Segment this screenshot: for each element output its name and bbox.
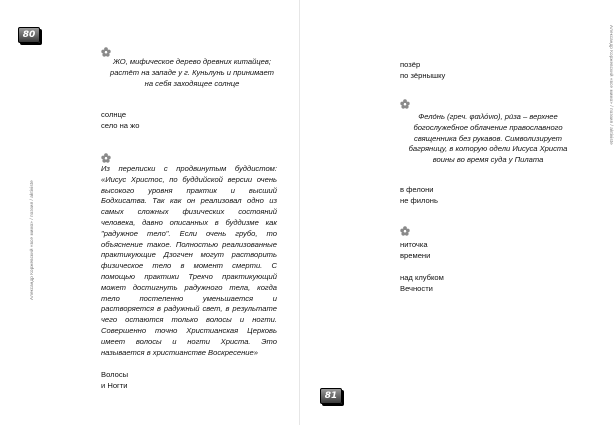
poem-line: не филонь <box>400 196 438 205</box>
poem-line: в фелони <box>400 185 434 194</box>
running-head: Александр Коржевский «все мимо» / поэзия / aktiviste <box>29 180 34 300</box>
left-page <box>0 0 300 425</box>
poem-line: солнце <box>101 110 127 119</box>
poem-epigraph: Фело́нь (греч. φαιλόνιο), ри́за – верхнее богослужебное облачение православного священника без рукавов. Символизирует багряницу, в которую одели Иисуса Христа воины во время суда у Пилата <box>408 112 568 165</box>
poem-line: по зёрнышку <box>400 71 446 80</box>
poem-line: позёр <box>400 60 421 69</box>
poem-epigraph: Из переписки с продвинутым буддистом: «Иисус Христос, по буддийской версии очень высокого уровня практик и высший Бодхисатва. Так как он реализовал одно из самых сложных физических состояний человека, давно описанных в буддизме как "радужное тело". Если очень грубо, то объяснение такое. Полностью реализованные практикующие Дзогчен могут растворить физическое тело в момент смерти. С помощью практики Трекчо практикующий может достигнуть радужного тела, когда тело постепенно уменьшается и растворяется в радужный свет, в результате чего остаются только волосы и ногти. Совершенно точно Христианская Церковь имеет волосы и ногти Христа. Это называется в христианстве Воскресение» <box>101 164 277 357</box>
poem-line: Вечности <box>400 284 433 293</box>
poem-epigraph: ЖО, мифическое дерево древних китайцев; растёт на западе у г. Куньлунь и принимает на себя заходящее солнце <box>109 57 274 88</box>
poem-line: и Ногти <box>101 381 128 390</box>
page-number-badge: 81 <box>320 388 342 404</box>
poem-line: ниточка <box>400 240 428 249</box>
flower-ornament-icon <box>101 153 111 163</box>
poem-line: времени <box>400 251 431 260</box>
poem-line: Волосы <box>101 370 129 379</box>
poem-line: село на жо <box>101 121 140 130</box>
poem-line: над клубком <box>400 273 444 282</box>
page-number-badge: 80 <box>18 27 40 43</box>
running-head: Александр Коржевский «все мимо» / поэзия / aktiviste <box>609 25 614 145</box>
flower-ornament-icon <box>400 99 410 109</box>
flower-ornament-icon <box>400 226 410 236</box>
flower-ornament-icon <box>101 47 111 57</box>
right-page <box>300 0 614 425</box>
